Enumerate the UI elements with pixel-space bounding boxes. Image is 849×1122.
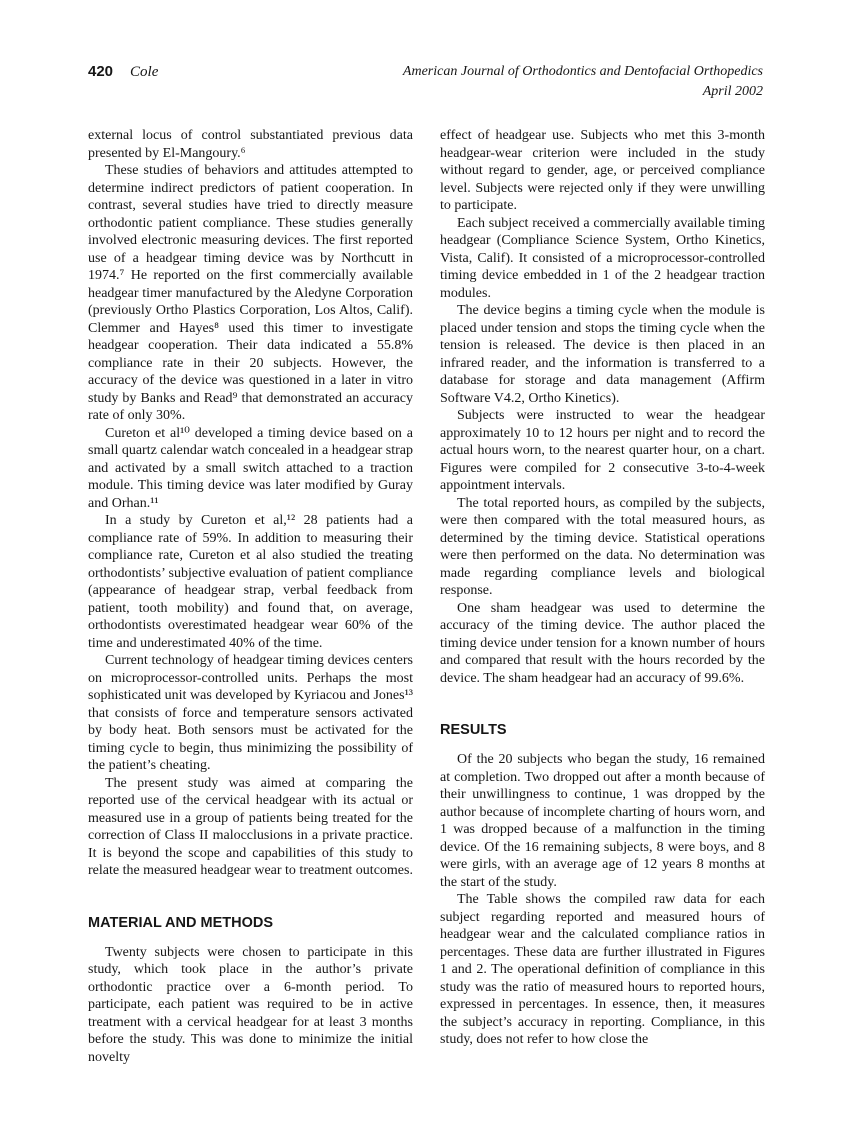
issue-date: April 2002 (702, 84, 763, 99)
paragraph: One sham headgear was used to determine the accuracy of the timing device. The author placed the timing device under tension for a known number of hours and compared that result with the hours recorded by the device. The sham headgear had an accuracy of 99.6%. (440, 600, 765, 686)
paragraph: These studies of behaviors and attitudes attempted to determine indirect predictors of patient cooperation. In contrast, several studies have tried to directly measure orthodontic patient compliance. These studies generally involved electronic measuring devices. The first reported use of a headgear timing device was by Northcutt in 1974.⁷ He reported on the first commercially available headgear timer manufactured by the Aledyne Corporation (previously Ortho Plastics Corporation, Los Altos, Calif). Clemmer and Hayes⁸ used this timer to investigate headgear cooperation. Their data indicated a 55.8% compliance rate in their 20 subjects. However, the accuracy of the device was questioned in a later in vitro study by Banks and Read⁹ that demonstrated an accuracy rate of only 30%. (88, 163, 413, 423)
section-heading: MATERIAL AND METHODS (88, 914, 274, 931)
paragraph: Of the 20 subjects who began the study, 16 remained at completion. Two dropped out after a month because of their unwillingness to continue, 1 was dropped by the author because of incomplete charting of hours worn, and 1 was dropped because of a malfunction in the timing device. Of the 16 remaining subjects, 8 were boys, and 8 were girls, with an average age of 12 years 8 months at the start of the study. (440, 752, 765, 890)
article-body (88, 127, 763, 1066)
page-header (88, 62, 763, 103)
paragraph: Subjects were instructed to wear the headgear approximately 10 to 12 hours per night and to record the actual hours worn, to the nearest quarter hour, on a chart. Figures were compiled for 2 consecutive 3-to-4-week appointment intervals. (440, 408, 765, 493)
right-column (440, 127, 765, 1066)
running-head-left (88, 62, 158, 81)
paragraph: Current technology of headgear timing devices centers on microprocessor-controlled units. Perhaps the most sophisticated unit was developed by Kyriacou and Jones¹³ that consists of force and temperature sensors activated by body heat. Both sensors must be activated for the timing cycle to begin, thus minimizing the possibility of the patient’s cheating. (88, 653, 413, 773)
paragraph: external locus of control substantiated previous data presented by El-Mangoury.⁶ (88, 128, 413, 161)
paragraph: Cureton et al¹⁰ developed a timing device based on a small quartz calendar watch concealed in a headgear strap and activated by a small switch attached to a traction module. This timing device was later modified by Guray and Orhan.¹¹ (88, 425, 413, 511)
paragraph: In a study by Cureton et al,¹² 28 patients had a compliance rate of 59%. In addition to measuring their compliance rate, Cureton et al also studied the treating orthodontists’ subjective evaluation of patient compliance (appearance of headgear strap, verbal feedback from patient, tooth mobility) and found that, on average, orthodontists overestimated headgear wear 60% of the time and underestimated 40% of the time. (88, 513, 413, 651)
section-heading: RESULTS (440, 722, 507, 738)
paragraph: effect of headgear use. Subjects who met this 3-month headgear-wear criterion were included in the study without regard to gender, age, or perceived compliance level. Subjects were rejected only if they were unwilling to participate. (440, 128, 765, 213)
paragraph: The present study was aimed at comparing the reported use of the cervical headgear with its actual or measured use in a group of patients being treated for the correction of Class II malocclusions in a private practice. It is beyond the scope and capabilities of this study to relate the measured headgear wear to treatment outcomes. (88, 775, 413, 878)
journal-name: American Journal of Orthodontics and Dentofacial Orthopedics (402, 64, 763, 79)
paragraph: The device begins a timing cycle when the module is placed under tension and stops the timing cycle when the tension is released. The device is then placed in an infrared reader, and the information is transferred to a database for storage and data management (Affirm Software V4.2, Ortho Kinetics). (440, 303, 765, 406)
left-column (88, 127, 413, 1066)
page-number: 420 (88, 63, 114, 80)
running-head-right (403, 62, 763, 102)
paragraph: The Table shows the compiled raw data for each subject regarding reported and measured hours of headgear wear and the calculated compliance ratios in percentages. These data are further illustrated in Figures 1 and 2. The operational definition of compliance in this study was the ratio of measured hours to reported hours, expressed in percentages. In essence, then, it measures the subject’s accuracy in reporting. Compliance, in this study, does not refer to how close the (440, 892, 765, 1047)
paragraph: The total reported hours, as compiled by the subjects, were then compared with the total measured hours, as determined by the timing device. Statistical operations were then performed on the data. No determination was made regarding compliance levels and biological response. (440, 495, 765, 598)
paragraph: Twenty subjects were chosen to participate in this study, which took place in the author’s private orthodontic practice over a 6-month period. To participate, each patient was required to be in active treatment with a cervical headgear for at least 3 months before the study. This was done to minimize the initial novelty (88, 944, 413, 1065)
running-author: Cole (130, 64, 159, 80)
paragraph: Each subject received a commercially available timing headgear (Compliance Science System, Ortho Kinetics, Vista, Calif). It consisted of a microprocessor-controlled timing device embedded in 1 of the 2 headgear traction modules. (440, 215, 765, 301)
